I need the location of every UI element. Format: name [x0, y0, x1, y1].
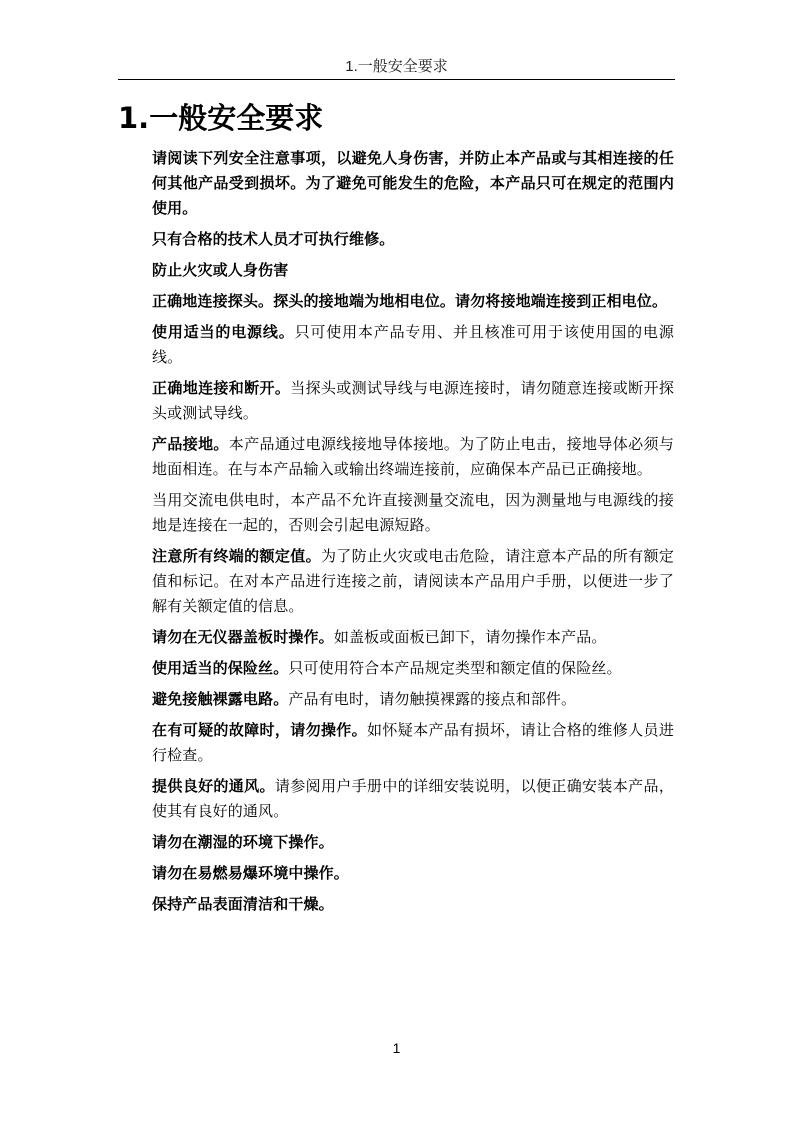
- paragraph-bold: 请勿在易燃易爆环境中操作。: [152, 864, 349, 882]
- section-title: 1.一般安全要求: [118, 101, 324, 135]
- paragraph-text: 为了防止火灾或电击危险，请注意本产品的所有额定值和标记。在对本产品进行连接之前，请阅读本产品用户手册，以便进一步了解有关额定值的信息。: [152, 547, 674, 615]
- paragraph-intro: [152, 146, 674, 221]
- page-header: 1.一般安全要求: [345, 58, 448, 75]
- paragraph-cover-panel: [152, 625, 674, 650]
- paragraph-bold: 只有合格的技术人员才可执行维修。: [152, 230, 395, 248]
- paragraph-text: 产品有电时，请勿触摸裸露的接点和部件。: [288, 690, 577, 708]
- paragraph-text: 只可使用本产品专用、并且核准可用于该使用国的电源线。: [152, 323, 674, 366]
- paragraph-humidity: [152, 830, 674, 855]
- paragraph-bold: 防止火灾或人身伤害: [152, 261, 289, 279]
- paragraph-text: 只可使用符合本产品规定类型和额定值的保险丝。: [288, 659, 622, 677]
- paragraph-exposed-circuit: [152, 687, 674, 712]
- paragraph-bold: 使用适当的保险丝。: [152, 659, 289, 677]
- paragraph-grounding: [152, 432, 674, 482]
- paragraph-text: 如盖板或面板已卸下，请勿操作本产品。: [333, 628, 607, 646]
- paragraph-explosive-environment: [152, 861, 674, 886]
- paragraph-bold: 保持产品表面清洁和干燥。: [152, 895, 334, 913]
- paragraph-bold: 请勿在无仪器盖板时操作。: [152, 628, 334, 646]
- header-divider: [118, 79, 675, 80]
- paragraph-ventilation: [152, 774, 674, 824]
- paragraph-bold: 在有可疑的故障时，请勿操作。: [152, 721, 368, 739]
- paragraph-probe-connection: [152, 289, 674, 314]
- paragraph-text: 本产品通过电源线接地导体接地。为了防止电击，接地导体必须与地面相连。在与本产品输入或输出终端连接前，应确保本产品已正确接地。: [152, 435, 674, 478]
- paragraph-bold: 使用适当的电源线。: [152, 323, 295, 341]
- paragraph-bold: 注意所有终端的额定值。: [152, 547, 321, 565]
- paragraph-text: 请参阅用户手册中的详细安装说明，以便正确安装本产品，使其有良好的通风。: [152, 777, 674, 820]
- paragraph-fuse: [152, 656, 674, 681]
- page-number: 1: [392, 1040, 401, 1056]
- paragraph-text: 如怀疑本产品有损坏，请让合格的维修人员进行检查。: [152, 721, 674, 764]
- paragraph-terminal-ratings: [152, 544, 674, 619]
- paragraph-bold: 产品接地。: [152, 435, 229, 453]
- paragraph-power-cord: [152, 320, 674, 370]
- paragraph-connect-disconnect: [152, 376, 674, 426]
- paragraph-text: 当探头或测试导线与电源连接时，请勿随意连接或断开探头或测试导线。: [152, 379, 674, 422]
- paragraph-bold: 正确地连接探头。探头的接地端为地相电位。请勿将接地端连接到正相电位。: [152, 292, 668, 310]
- paragraph-bold: 提供良好的通风。: [152, 777, 275, 795]
- paragraph-ac-power: [152, 488, 674, 538]
- paragraph-suspected-fault: [152, 718, 674, 768]
- paragraph-bold: 请勿在潮湿的环境下操作。: [152, 833, 334, 851]
- paragraph-text: 当用交流电供电时，本产品不允许直接测量交流电，因为测量地与电源线的接地是连接在一起的，否则会引起电源短路。: [152, 491, 674, 534]
- paragraph-bold: 请阅读下列安全注意事项，以避免人身伤害，并防止本产品或与其相连接的任何其他产品受到损坏。为了避免可能发生的危险，本产品只可在规定的范围内使用。: [152, 149, 674, 217]
- paragraph-bold: 正确地连接和断开。: [152, 379, 291, 397]
- safety-requirements-body: [152, 146, 674, 923]
- paragraph-bold: 避免接触裸露电路。: [152, 690, 289, 708]
- paragraph-qualified-personnel: [152, 227, 674, 252]
- paragraph-fire-prevention: [152, 258, 674, 283]
- paragraph-clean-dry: [152, 892, 674, 917]
